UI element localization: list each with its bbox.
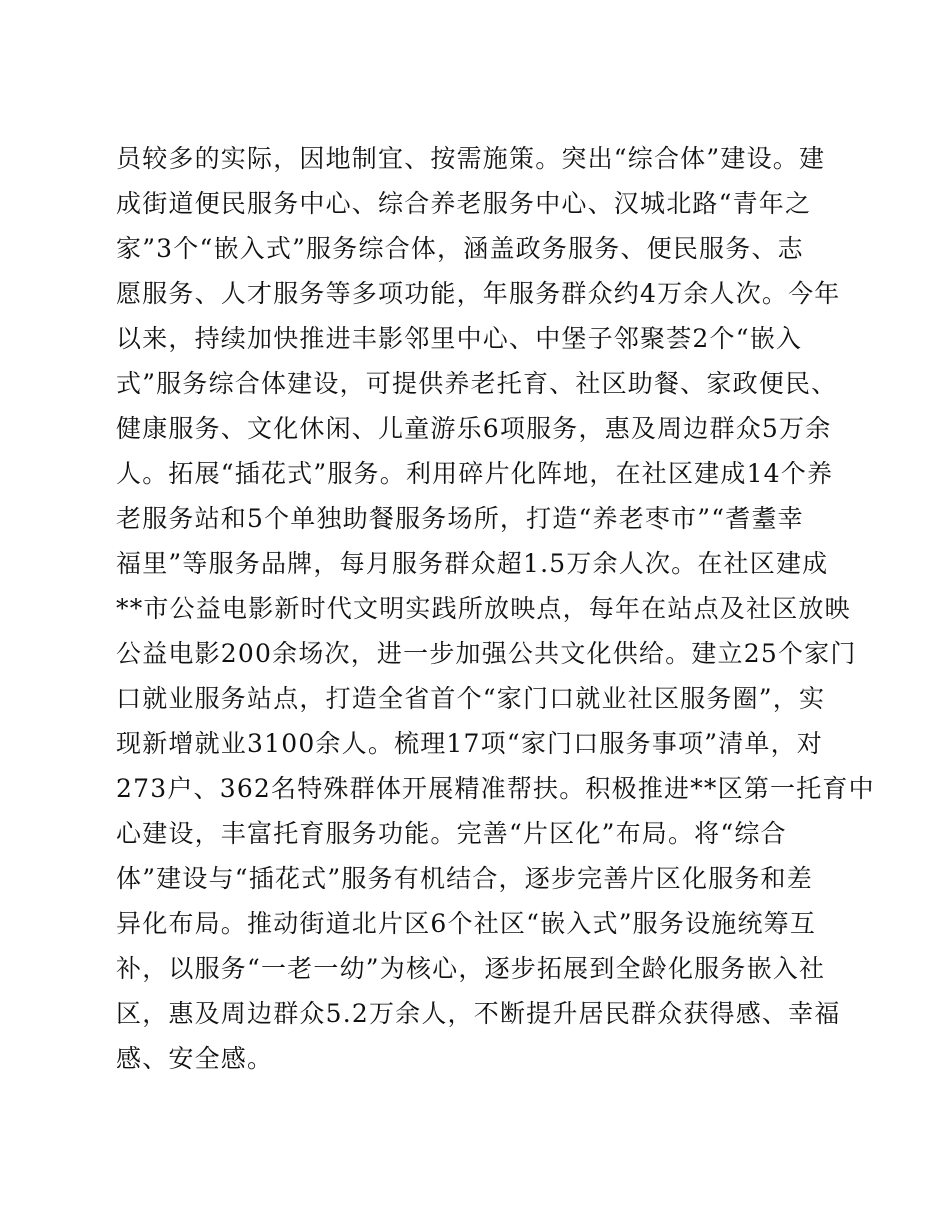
text-line: 成街道便民服务中心、综合养老服务中心、汉城北路“青年之 (116, 189, 812, 218)
text-line: 口就业服务站点，打造全省首个“家门口就业社区服务圈”，实 (116, 684, 826, 713)
body-paragraph (116, 136, 875, 1081)
text-line: 愿服务、人才服务等多项功能，年服务群众约4万余人次。今年 (116, 279, 841, 308)
text-line: 区，惠及周边群众5.2万余人，不断提升居民群众获得感、幸福 (116, 999, 841, 1028)
text-line: 家”3个“嵌入式”服务综合体，涵盖政务服务、便民服务、志 (116, 234, 804, 263)
text-line: 273户、362名特殊群体开展精准帮扶。积极推进**区第一托育中 (116, 774, 875, 803)
text-line: 以来，持续加快推进丰影邻里中心、中堡子邻聚荟2个“嵌入 (116, 324, 803, 353)
text-line: 异化布局。推动街道北片区6个社区“嵌入式”服务设施统筹互 (116, 909, 817, 938)
text-line: **市公益电影新时代文明实践所放映点，每年在站点及社区放映 (116, 594, 851, 623)
text-line: 老服务站和5个单独助餐服务场所，打造“养老枣市”“耆耋幸 (116, 504, 804, 533)
text-line: 员较多的实际，因地制宜、按需施策。突出“综合体”建设。建 (116, 144, 826, 173)
text-line: 感、安全感。 (116, 1044, 274, 1073)
text-line: 现新增就业3100余人。梳理17项“家门口服务事项”清单，对 (116, 729, 823, 758)
text-line: 补，以服务“一老一幼”为核心，逐步拓展到全龄化服务嵌入社 (116, 954, 826, 983)
text-line: 体”建设与“插花式”服务有机结合，逐步完善片区化服务和差 (116, 864, 813, 893)
text-line: 心建设，丰富托育服务功能。完善“片区化”布局。将“综合 (116, 819, 787, 848)
text-line: 式”服务综合体建设，可提供养老托育、社区助餐、家政便民、 (116, 369, 838, 398)
text-line: 人。拓展“插花式”服务。利用碎片化阵地，在社区建成14个养 (116, 459, 834, 488)
text-line: 健康服务、文化休闲、儿童游乐6项服务，惠及周边群众5万余 (116, 414, 832, 443)
text-line: 公益电影200余场次，进一步加强公共文化供给。建立25个家门 (116, 639, 857, 668)
text-line: 福里”等服务品牌，每月服务群众超1.5万余人次。在社区建成 (116, 549, 829, 578)
